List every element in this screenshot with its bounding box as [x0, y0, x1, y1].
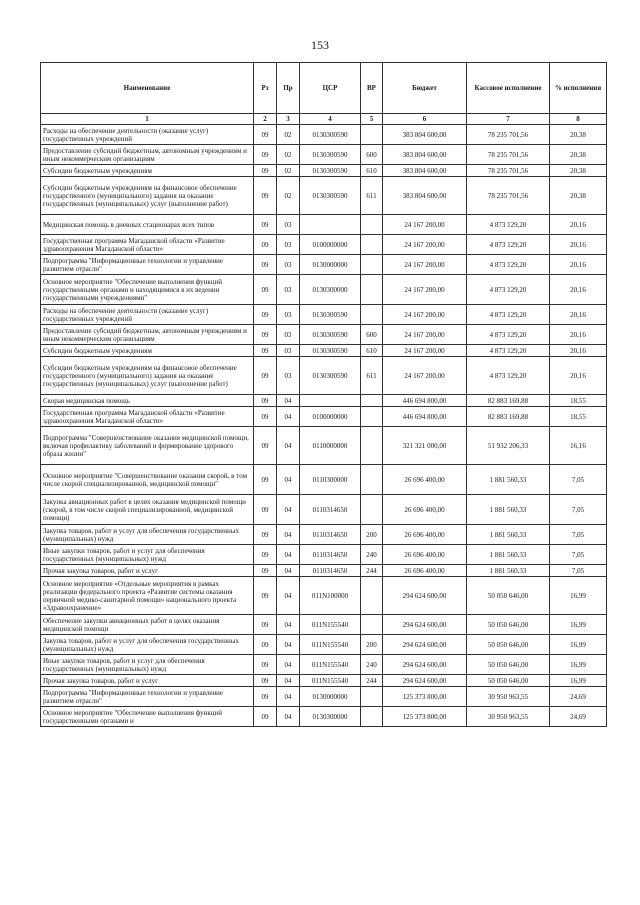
row-csr: 0130000000 — [300, 255, 361, 275]
table-row — [41, 615, 607, 635]
row-vr — [361, 495, 383, 525]
row-percent-execution: 20,16 — [550, 357, 607, 395]
row-percent-execution: 20,16 — [550, 235, 607, 255]
row-name: Предоставление субсидий бюджетным, автономным учреждениям и иным некоммерческим организациям — [41, 145, 254, 165]
column-number: 3 — [277, 114, 300, 125]
row-cash-execution: 82 883 169,88 — [467, 395, 550, 407]
column-number-row — [41, 114, 607, 125]
column-number: 4 — [300, 114, 361, 125]
row-name: Субсидии бюджетным учреждениям на финансовое обеспечение государственного (муниципального) задания на оказание государственных (муниципальных) услуг (выполнение работ) — [41, 177, 254, 215]
budget-execution-table — [40, 62, 607, 727]
row-csr: 011N155540 — [300, 675, 361, 687]
row-vr — [361, 395, 383, 407]
row-percent-execution: 7,05 — [550, 565, 607, 577]
row-cash-execution: 4 873 129,20 — [467, 345, 550, 357]
table-row — [41, 525, 607, 545]
row-cash-execution: 50 050 646,00 — [467, 577, 550, 615]
row-budget: 294 624 600,00 — [383, 635, 467, 655]
row-rz: 09 — [254, 345, 277, 357]
row-csr: 0110314650 — [300, 495, 361, 525]
table-row — [41, 577, 607, 615]
row-pr: 03 — [277, 345, 300, 357]
row-vr: 244 — [361, 565, 383, 577]
row-budget: 294 624 600,00 — [383, 675, 467, 687]
row-percent-execution: 16,99 — [550, 675, 607, 687]
row-budget: 125 373 800,00 — [383, 687, 467, 707]
table-row — [41, 345, 607, 357]
row-name: Расходы на обеспечение деятельности (оказание услуг) государственных учреждений — [41, 305, 254, 325]
row-vr — [361, 687, 383, 707]
row-cash-execution: 4 873 129,20 — [467, 357, 550, 395]
row-vr: 200 — [361, 525, 383, 545]
row-name: Расходы на обеспечение деятельности (оказание услуг) государственных учреждений — [41, 125, 254, 145]
row-csr: 0100000000 — [300, 235, 361, 255]
row-percent-execution: 16,99 — [550, 655, 607, 675]
row-rz: 09 — [254, 177, 277, 215]
row-vr: 240 — [361, 545, 383, 565]
row-cash-execution: 1 881 560,33 — [467, 545, 550, 565]
row-csr: 0130300000 — [300, 275, 361, 305]
row-rz: 09 — [254, 275, 277, 305]
row-budget: 26 696 400,00 — [383, 565, 467, 577]
row-pr: 03 — [277, 255, 300, 275]
row-vr: 240 — [361, 655, 383, 675]
table-row — [41, 675, 607, 687]
table-row — [41, 357, 607, 395]
row-percent-execution: 16,16 — [550, 427, 607, 465]
row-vr: 600 — [361, 145, 383, 165]
row-percent-execution: 20,16 — [550, 305, 607, 325]
row-budget: 383 804 600,00 — [383, 145, 467, 165]
row-pr: 04 — [277, 615, 300, 635]
row-rz: 09 — [254, 145, 277, 165]
row-budget: 446 694 800,00 — [383, 395, 467, 407]
row-csr: 0130300590 — [300, 145, 361, 165]
row-name: Иные закупки товаров, работ и услуг для обеспечения государственных (муниципальных) нужд — [41, 655, 254, 675]
row-cash-execution: 30 950 963,55 — [467, 707, 550, 727]
row-budget: 24 167 200,00 — [383, 275, 467, 305]
row-csr: 0110000000 — [300, 427, 361, 465]
row-rz: 09 — [254, 577, 277, 615]
row-vr: 600 — [361, 325, 383, 345]
row-rz: 09 — [254, 465, 277, 495]
row-name: Закупка авиационных работ в целях оказания медицинской помощи (скорой, в том числе скорой специализированной, медицинской помощи) — [41, 495, 254, 525]
table-row — [41, 427, 607, 465]
row-rz: 09 — [254, 357, 277, 395]
row-cash-execution: 78 235 701,56 — [467, 177, 550, 215]
row-rz: 09 — [254, 255, 277, 275]
row-vr — [361, 215, 383, 235]
column-number: 7 — [467, 114, 550, 125]
row-pr: 04 — [277, 395, 300, 407]
table-row — [41, 255, 607, 275]
row-csr: 0130300590 — [300, 165, 361, 177]
row-rz: 09 — [254, 707, 277, 727]
row-budget: 26 696 400,00 — [383, 525, 467, 545]
row-rz: 09 — [254, 427, 277, 465]
table-row — [41, 325, 607, 345]
row-vr: 610 — [361, 165, 383, 177]
row-csr: 0130300000 — [300, 707, 361, 727]
row-name: Иные закупки товаров, работ и услуг для обеспечения государственных (муниципальных) нужд — [41, 545, 254, 565]
row-rz: 09 — [254, 655, 277, 675]
column-number: 5 — [361, 114, 383, 125]
row-budget: 26 696 400,00 — [383, 495, 467, 525]
row-csr: 0130300590 — [300, 125, 361, 145]
row-pr: 03 — [277, 275, 300, 305]
row-vr — [361, 305, 383, 325]
row-budget: 383 804 600,00 — [383, 177, 467, 215]
row-name: Скорая медицинская помощь — [41, 395, 254, 407]
table-row — [41, 495, 607, 525]
row-cash-execution: 51 932 206,33 — [467, 427, 550, 465]
row-name: Закупка товаров, работ и услуг для обеспечения государственных (муниципальных) нужд — [41, 525, 254, 545]
row-csr — [300, 395, 361, 407]
row-pr: 04 — [277, 707, 300, 727]
table-row — [41, 125, 607, 145]
row-cash-execution: 4 873 129,20 — [467, 325, 550, 345]
row-pr: 03 — [277, 325, 300, 345]
table-row — [41, 655, 607, 675]
row-pr: 04 — [277, 655, 300, 675]
row-pr: 02 — [277, 165, 300, 177]
row-name: Государственная программа Магаданской области «Развитие здравоохранения Магаданской области» — [41, 235, 254, 255]
row-pr: 04 — [277, 635, 300, 655]
row-csr: 0110300000 — [300, 465, 361, 495]
row-rz: 09 — [254, 687, 277, 707]
row-pr: 04 — [277, 577, 300, 615]
column-number: 1 — [41, 114, 254, 125]
row-cash-execution: 50 050 646,00 — [467, 635, 550, 655]
row-rz: 09 — [254, 635, 277, 655]
row-budget: 24 167 200,00 — [383, 357, 467, 395]
header-vr: ВР — [361, 63, 383, 114]
table-row — [41, 545, 607, 565]
row-name: Обеспечение закупки авиационных работ в целях оказания медицинской помощи — [41, 615, 254, 635]
row-name: Подпрограмма "Информационные технологии и управление развитием отрасли" — [41, 255, 254, 275]
row-pr: 04 — [277, 495, 300, 525]
row-name: Основное мероприятие "Совершенствование оказания скорой, в том числе скорой специализированной, медицинской помощи" — [41, 465, 254, 495]
row-percent-execution: 16,99 — [550, 577, 607, 615]
row-rz: 09 — [254, 407, 277, 427]
row-rz: 09 — [254, 235, 277, 255]
row-percent-execution: 7,05 — [550, 545, 607, 565]
row-name: Предоставление субсидий бюджетным, автономным учреждениям и иным некоммерческим организациям — [41, 325, 254, 345]
row-cash-execution: 4 873 129,20 — [467, 235, 550, 255]
row-pr: 04 — [277, 525, 300, 545]
row-budget: 26 696 400,00 — [383, 545, 467, 565]
table-row — [41, 305, 607, 325]
row-percent-execution: 18,55 — [550, 407, 607, 427]
row-percent-execution: 20,16 — [550, 345, 607, 357]
header-cash-execution: Кассовое исполнение — [467, 63, 550, 114]
row-name: Прочая закупка товаров, работ и услуг — [41, 675, 254, 687]
table-row — [41, 465, 607, 495]
table-row — [41, 687, 607, 707]
row-percent-execution: 20,16 — [550, 255, 607, 275]
row-cash-execution: 78 235 701,56 — [467, 125, 550, 145]
row-pr: 03 — [277, 235, 300, 255]
table-row — [41, 407, 607, 427]
row-vr — [361, 255, 383, 275]
row-percent-execution: 7,05 — [550, 465, 607, 495]
header-row — [41, 63, 607, 114]
row-cash-execution: 1 881 560,33 — [467, 525, 550, 545]
row-budget: 24 167 200,00 — [383, 255, 467, 275]
row-cash-execution: 50 050 646,00 — [467, 675, 550, 687]
row-cash-execution: 50 050 646,00 — [467, 615, 550, 635]
header-name: Наименование — [41, 63, 254, 114]
row-vr — [361, 125, 383, 145]
row-name: Медицинская помощь в дневных стационарах всех типов — [41, 215, 254, 235]
row-name: Субсидии бюджетным учреждениям — [41, 165, 254, 177]
row-csr: 0130300590 — [300, 325, 361, 345]
row-csr: 0130300590 — [300, 345, 361, 357]
table-row — [41, 395, 607, 407]
row-csr: 011N100000 — [300, 577, 361, 615]
row-budget: 125 373 800,00 — [383, 707, 467, 727]
row-percent-execution: 20,38 — [550, 125, 607, 145]
row-csr: 0130000000 — [300, 687, 361, 707]
row-pr: 02 — [277, 145, 300, 165]
row-csr: 011N155540 — [300, 635, 361, 655]
row-rz: 09 — [254, 165, 277, 177]
row-rz: 09 — [254, 675, 277, 687]
row-name: Субсидии бюджетным учреждениям на финансовое обеспечение государственного (муниципального) задания на оказание государственных (муниципальных) услуг (выполнение работ) — [41, 357, 254, 395]
row-budget: 383 804 600,00 — [383, 125, 467, 145]
row-pr: 02 — [277, 125, 300, 145]
row-cash-execution: 4 873 129,20 — [467, 275, 550, 305]
row-pr: 03 — [277, 305, 300, 325]
row-csr: 0110314650 — [300, 545, 361, 565]
row-budget: 294 624 600,00 — [383, 655, 467, 675]
row-vr — [361, 465, 383, 495]
row-name: Основное мероприятие «Отдельные мероприятия в рамках реализации федерального проекта «Развитие системы оказания первичной медико-санитарной помощи» национального проекта «Здравоохранение» — [41, 577, 254, 615]
row-vr: 611 — [361, 357, 383, 395]
row-rz: 09 — [254, 495, 277, 525]
row-name: Закупка товаров, работ и услуг для обеспечения государственных (муниципальных) нужд — [41, 635, 254, 655]
row-csr: 0110314650 — [300, 565, 361, 577]
row-percent-execution: 18,55 — [550, 395, 607, 407]
row-vr: 611 — [361, 177, 383, 215]
row-budget: 24 167 200,00 — [383, 325, 467, 345]
row-rz: 09 — [254, 305, 277, 325]
row-vr: 200 — [361, 635, 383, 655]
row-percent-execution: 20,16 — [550, 325, 607, 345]
table-row — [41, 707, 607, 727]
row-csr: 0110314650 — [300, 525, 361, 545]
header-percent-execution: % исполнения — [550, 63, 607, 114]
row-percent-execution: 16,99 — [550, 615, 607, 635]
row-csr: 0130300590 — [300, 357, 361, 395]
row-budget: 24 167 200,00 — [383, 215, 467, 235]
row-vr — [361, 615, 383, 635]
row-budget: 383 804 600,00 — [383, 165, 467, 177]
row-cash-execution: 30 950 963,55 — [467, 687, 550, 707]
row-rz: 09 — [254, 615, 277, 635]
header-csr: ЦСР — [300, 63, 361, 114]
row-pr: 04 — [277, 687, 300, 707]
row-percent-execution: 7,05 — [550, 525, 607, 545]
row-pr: 02 — [277, 177, 300, 215]
row-budget: 26 696 400,00 — [383, 465, 467, 495]
row-csr: 0100000000 — [300, 407, 361, 427]
table-row — [41, 215, 607, 235]
row-cash-execution: 78 235 701,56 — [467, 165, 550, 177]
header-pr: Пр — [277, 63, 300, 114]
row-pr: 04 — [277, 545, 300, 565]
row-budget: 294 624 600,00 — [383, 577, 467, 615]
row-rz: 09 — [254, 545, 277, 565]
row-cash-execution: 50 050 646,00 — [467, 655, 550, 675]
row-budget: 321 321 000,00 — [383, 427, 467, 465]
row-budget: 24 167 200,00 — [383, 305, 467, 325]
column-number: 2 — [254, 114, 277, 125]
row-percent-execution: 7,05 — [550, 495, 607, 525]
row-cash-execution: 1 881 560,33 — [467, 465, 550, 495]
row-rz: 09 — [254, 325, 277, 345]
row-csr — [300, 215, 361, 235]
row-pr: 04 — [277, 675, 300, 687]
table-row — [41, 565, 607, 577]
row-percent-execution: 20,16 — [550, 215, 607, 235]
row-name: Подпрограмма "Информационные технологии и управление развитием отрасли" — [41, 687, 254, 707]
row-name: Прочая закупка товаров, работ и услуг — [41, 565, 254, 577]
row-rz: 09 — [254, 395, 277, 407]
row-budget: 294 624 600,00 — [383, 615, 467, 635]
table-row — [41, 235, 607, 255]
row-cash-execution: 78 235 701,56 — [467, 145, 550, 165]
row-percent-execution: 24,69 — [550, 707, 607, 727]
row-vr — [361, 275, 383, 305]
table-row — [41, 177, 607, 215]
row-pr: 04 — [277, 465, 300, 495]
row-vr: 244 — [361, 675, 383, 687]
row-budget: 446 694 800,00 — [383, 407, 467, 427]
row-percent-execution: 20,38 — [550, 177, 607, 215]
column-number: 8 — [550, 114, 607, 125]
row-rz: 09 — [254, 215, 277, 235]
table-row — [41, 165, 607, 177]
row-vr: 610 — [361, 345, 383, 357]
row-vr — [361, 235, 383, 255]
row-name: Подпрограмма "Совершенствование оказания медицинской помощи, включая профилактику заболеваний и формирование здорового образа жизни" — [41, 427, 254, 465]
row-name: Основное мероприятие "Обеспечение выполнения функций государственными органами и находящимися в их ведении государственными учреждениями" — [41, 275, 254, 305]
table-row — [41, 275, 607, 305]
row-cash-execution: 4 873 129,20 — [467, 255, 550, 275]
header-rz: Рз — [254, 63, 277, 114]
row-pr: 04 — [277, 427, 300, 465]
row-cash-execution: 82 883 169,88 — [467, 407, 550, 427]
row-csr: 011N155540 — [300, 655, 361, 675]
row-csr: 011N155540 — [300, 615, 361, 635]
column-number: 6 — [383, 114, 467, 125]
page-number: 153 — [311, 38, 329, 52]
row-cash-execution: 4 873 129,20 — [467, 305, 550, 325]
table-row — [41, 635, 607, 655]
row-cash-execution: 1 881 560,33 — [467, 495, 550, 525]
row-percent-execution: 16,99 — [550, 635, 607, 655]
row-name: Основное мероприятие "Обеспечение выполнения функций государственными органами и — [41, 707, 254, 727]
table-row — [41, 145, 607, 165]
row-pr: 03 — [277, 215, 300, 235]
header-budget: Бюджет — [383, 63, 467, 114]
row-percent-execution: 20,38 — [550, 165, 607, 177]
row-cash-execution: 4 873 129,20 — [467, 215, 550, 235]
row-vr — [361, 407, 383, 427]
row-pr: 04 — [277, 407, 300, 427]
row-rz: 09 — [254, 565, 277, 577]
row-percent-execution: 24,69 — [550, 687, 607, 707]
row-cash-execution: 1 881 560,33 — [467, 565, 550, 577]
row-pr: 03 — [277, 357, 300, 395]
row-csr: 0130300590 — [300, 177, 361, 215]
row-rz: 09 — [254, 125, 277, 145]
row-vr — [361, 577, 383, 615]
row-name: Субсидии бюджетным учреждениям — [41, 345, 254, 357]
row-pr: 04 — [277, 565, 300, 577]
row-vr — [361, 707, 383, 727]
row-percent-execution: 20,16 — [550, 275, 607, 305]
row-budget: 24 167 200,00 — [383, 235, 467, 255]
row-vr — [361, 427, 383, 465]
row-rz: 09 — [254, 525, 277, 545]
row-name: Государственная программа Магаданской области «Развитие здравоохранения Магаданской области» — [41, 407, 254, 427]
row-percent-execution: 20,38 — [550, 145, 607, 165]
table-body — [41, 125, 607, 727]
row-budget: 24 167 200,00 — [383, 345, 467, 357]
row-csr: 0130300590 — [300, 305, 361, 325]
